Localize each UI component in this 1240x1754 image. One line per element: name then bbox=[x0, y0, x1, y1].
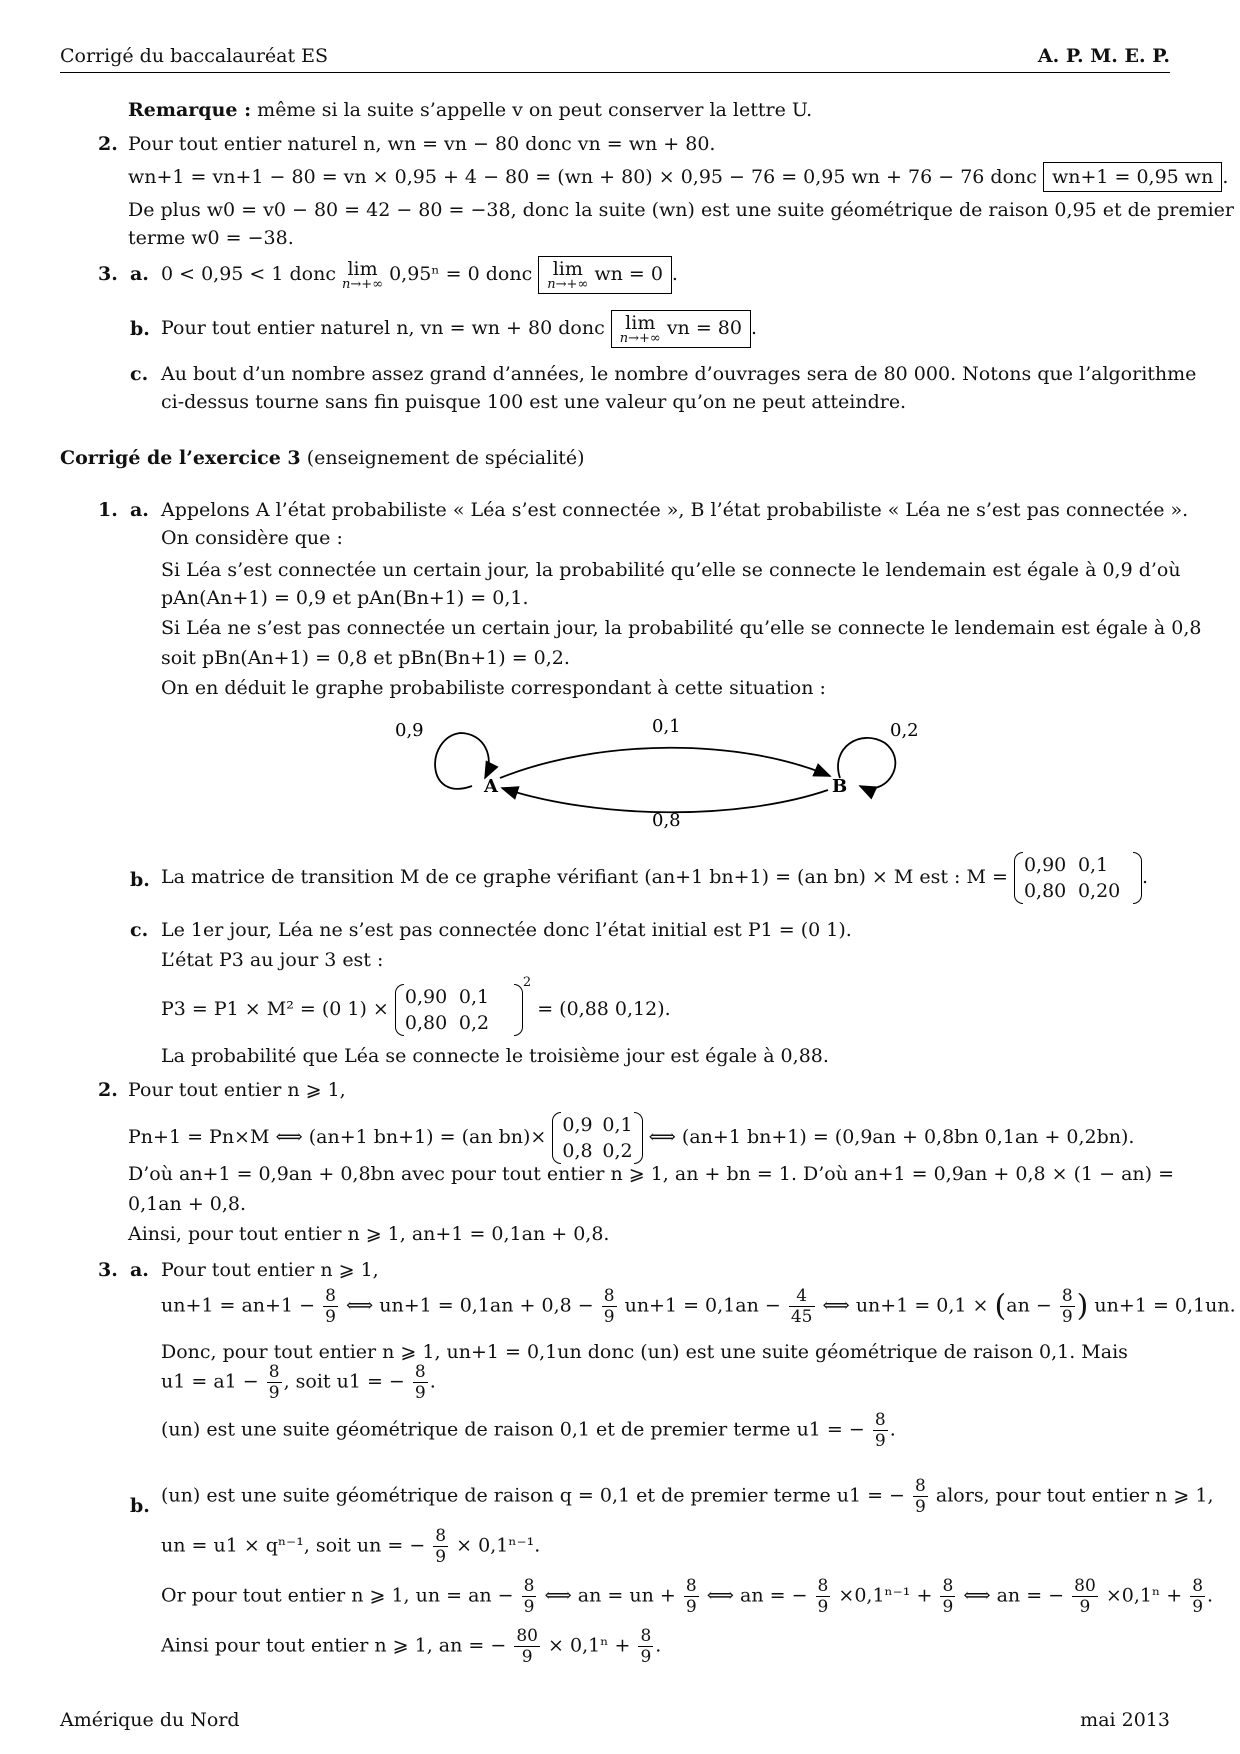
e1a-line5: Si Léa ne s’est pas connectée un certain jour, la probabilité qu’elle se connecte le lendemain est égale à 0,8 bbox=[161, 617, 1202, 639]
e3b-l1b: alors, pour tout entier n ⩾ 1, bbox=[935, 1484, 1214, 1507]
edge-b-to-a bbox=[502, 788, 828, 812]
e2m11: 0,9 bbox=[562, 1114, 593, 1136]
frac-den: 9 bbox=[685, 1597, 697, 1617]
e2-matrix bbox=[552, 1112, 642, 1164]
e3a-line4 bbox=[161, 1362, 436, 1403]
e3a-eq-b: ⟺ un+1 = 0,1an + 0,8 − bbox=[345, 1294, 594, 1317]
e3b-l2a: un = u1 × qⁿ⁻¹, soit un = − bbox=[161, 1534, 426, 1557]
e1b-line: La matrice de transition M de ce graphe vérifiant (an+1 bn+1) = (an bn) × M est : M = 0,90 0,1 0,80 0,20 . bbox=[161, 854, 1148, 902]
e3b-l1a: (un) est une suite géométrique de raison q = 0,1 et de premier terme u1 = − bbox=[161, 1484, 905, 1507]
q3a-lim-sub: n→+∞ bbox=[342, 277, 384, 292]
edge-ba-label: 0,8 bbox=[652, 810, 681, 831]
frac-den: 9 bbox=[435, 1547, 447, 1567]
exercise3-subtitle: (enseignement de spécialité) bbox=[306, 447, 585, 469]
q3b-text: Pour tout entier naturel n, vn = wn + 80 donc bbox=[161, 317, 605, 339]
e1a-line2: On considère que : bbox=[161, 527, 343, 549]
e3b-line1 bbox=[161, 1476, 1214, 1517]
q3a-line: 0 < 0,95 < 1 donc lim n→+∞ 0,95ⁿ = 0 donc lim n→+∞ wn = 0 . bbox=[161, 258, 678, 292]
frac-den: 45 bbox=[790, 1307, 813, 1327]
fraction-8-9 bbox=[413, 1362, 428, 1403]
e3b-l3f: ×0,1ⁿ + bbox=[1105, 1584, 1183, 1607]
q3b-label: b. bbox=[130, 318, 150, 340]
page-header bbox=[60, 40, 1170, 73]
fraction-80-9 bbox=[1072, 1576, 1098, 1617]
e3a-line5 bbox=[161, 1410, 896, 1451]
e1a-line7: On en déduit le graphe probabiliste correspondant à cette situation : bbox=[161, 677, 826, 699]
fraction-8-9 bbox=[913, 1476, 928, 1517]
e1c-label: c. bbox=[130, 919, 149, 941]
e3b-l3d: ×0,1ⁿ⁻¹ + bbox=[838, 1584, 933, 1607]
e2-eq1: Pn+1 = Pn×M ⟺ (an+1 bn+1) = (an bn)× bbox=[128, 1126, 547, 1148]
e1c-eq-left: P3 = P1 × M² = (0 1) × bbox=[161, 998, 389, 1020]
fraction-8-9 bbox=[1060, 1286, 1075, 1327]
node-a: A bbox=[484, 776, 498, 797]
fraction-80-9 bbox=[514, 1626, 540, 1667]
q2-line3: De plus w0 = v0 − 80 = 42 − 80 = −38, donc la suite (wn) est une suite géométrique de raison 0,95 et de premier bbox=[128, 199, 1234, 221]
q3a-limit bbox=[342, 259, 383, 291]
frac-den: 9 bbox=[1079, 1597, 1091, 1617]
fraction-8-9 bbox=[873, 1410, 888, 1451]
fraction-8-9 bbox=[433, 1526, 448, 1567]
e1c-line1: Le 1er jour, Léa ne s’est pas connectée donc l’état initial est P1 = (0 1). bbox=[161, 919, 852, 941]
fraction-4-45 bbox=[789, 1286, 815, 1327]
loop-b-label: 0,2 bbox=[890, 720, 919, 741]
header-title: Corrigé du baccalauréat ES bbox=[60, 45, 329, 67]
q3b-box-lim-sub: n→+∞ bbox=[619, 331, 661, 346]
q3a-text2: 0,95ⁿ = 0 donc bbox=[389, 263, 533, 285]
e1c-line2: L’état P3 au jour 3 est : bbox=[161, 949, 384, 971]
exercise3-title: Corrigé de l’exercice 3 bbox=[60, 447, 301, 469]
e3b-line3 bbox=[161, 1576, 1213, 1617]
frac-den: 9 bbox=[1061, 1307, 1073, 1327]
frac-den: 9 bbox=[268, 1383, 280, 1403]
edge-ab-label: 0,1 bbox=[652, 716, 681, 737]
m22: 0,20 bbox=[1077, 880, 1121, 902]
e1b-label: b. bbox=[130, 869, 150, 891]
e1a-line6: soit pBn(An+1) = 0,8 et pBn(Bn+1) = 0,2. bbox=[161, 647, 570, 669]
fraction-8-9 bbox=[602, 1286, 617, 1327]
q2-line2: wn+1 = vn+1 − 80 = vn × 0,95 + 4 − 80 = (wn + 80) × 0,95 − 76 = 0,95 wn + 76 − 76 donc wn+1 = 0,95 wn . bbox=[128, 162, 1228, 192]
e3b-label: b. bbox=[130, 1495, 150, 1517]
e3a-eq-d: ⟺ un+1 = 0,1 × bbox=[822, 1294, 989, 1317]
m21: 0,80 bbox=[1023, 880, 1067, 902]
e1-number: 1. bbox=[98, 499, 118, 521]
q2-line4: terme w0 = −38. bbox=[128, 227, 294, 249]
e3a-l4c: . bbox=[429, 1370, 436, 1393]
frac-num: 8 bbox=[685, 1576, 697, 1596]
e1c-eq-right: = (0,88 0,12). bbox=[537, 998, 671, 1020]
q3c-line2: ci-dessus tourne sans fin puisque 100 est une valeur qu’on ne peut atteindre. bbox=[161, 391, 907, 413]
q3a-box-lim: lim bbox=[552, 258, 583, 280]
e1c-line4: La probabilité que Léa se connecte le troisième jour est égale à 0,88. bbox=[161, 1045, 829, 1067]
q3a-text1: 0 < 0,95 < 1 donc bbox=[161, 263, 336, 285]
node-b: B bbox=[832, 776, 848, 797]
fraction-8-9 bbox=[940, 1576, 955, 1617]
e3a-equation: un+1 = an+1 − $\frac{8}{9}$ ⟺ un+1 = 0,1an + 0,8 − $\frac{8}{9}$ un+1 = 0,1an − $\frac{4}{45}$ ⟺ un+1 = 0,1 × (an − $\frac{8}{9}$ ) un+1 = 0,1un. bbox=[161, 1286, 1236, 1327]
e2-eq2: ⟺ (an+1 bn+1) = (0,9an + 0,8bn 0,1an + 0,2bn). bbox=[648, 1126, 1135, 1148]
q2-line1: Pour tout entier naturel n, wn = vn − 80 donc vn = wn + 80. bbox=[128, 133, 716, 155]
q3a-lim-word: lim bbox=[347, 258, 378, 280]
m11: 0,90 bbox=[1023, 854, 1067, 876]
e2-line3: D’où an+1 = 0,9an + 0,8bn avec pour tout entier n ⩾ 1, an + bn = 1. D’où an+1 = 0,9an + 0,8 × (1 − an) = bbox=[128, 1163, 1175, 1185]
e3b-line4 bbox=[161, 1626, 661, 1667]
frac-den: 9 bbox=[414, 1383, 426, 1403]
e1b-text: La matrice de transition M de ce graphe vérifiant (an+1 bn+1) = (an bn) × M est : M = bbox=[161, 866, 1008, 888]
e3a-eq-a: un+1 = an+1 − bbox=[161, 1294, 316, 1317]
frac-num: 80 bbox=[516, 1626, 538, 1646]
fraction-8-9 bbox=[638, 1626, 653, 1667]
footer-left: Amérique du Nord bbox=[60, 1709, 240, 1731]
fraction-8-9 bbox=[1190, 1576, 1205, 1617]
cm12: 0,1 bbox=[458, 986, 490, 1008]
e3b-l2b: × 0,1ⁿ⁻¹. bbox=[456, 1534, 541, 1557]
frac-den: 9 bbox=[523, 1597, 535, 1617]
loop-a-label: 0,9 bbox=[395, 720, 424, 741]
e3a-line3: Donc, pour tout entier n ⩾ 1, un+1 = 0,1un donc (un) est une suite géométrique de raison 0,1. Mais bbox=[161, 1341, 1128, 1363]
e3b-l3b: ⟺ an = un + bbox=[544, 1584, 676, 1607]
e3-number: 3. bbox=[98, 1259, 118, 1281]
fraction-8-9 bbox=[816, 1576, 831, 1617]
exercise3-heading bbox=[60, 444, 585, 472]
cm21: 0,80 bbox=[404, 1012, 448, 1034]
page-footer bbox=[60, 1706, 1170, 1734]
frac-den: 9 bbox=[603, 1307, 615, 1327]
q3c-line1: Au bout d’un nombre assez grand d’années, le nombre d’ouvrages sera de 80 000. Notons que l’algorithme bbox=[161, 363, 1197, 385]
fraction-8-9 bbox=[323, 1286, 338, 1327]
q3a-result-box bbox=[538, 256, 672, 294]
footer-right: mai 2013 bbox=[1080, 1709, 1170, 1731]
e3b-l3a: Or pour tout entier n ⩾ 1, un = an − bbox=[161, 1584, 514, 1607]
fraction-8-9 bbox=[522, 1576, 537, 1617]
q3a-box-text: wn = 0 bbox=[594, 263, 663, 285]
frac-den: 9 bbox=[915, 1497, 926, 1517]
frac-num: 4 bbox=[789, 1286, 815, 1307]
e3a-line1: Pour tout entier n ⩾ 1, bbox=[161, 1259, 379, 1281]
frac-den: 9 bbox=[942, 1597, 954, 1617]
frac-num: 8 bbox=[874, 1410, 886, 1430]
e2-equation bbox=[128, 1112, 1134, 1164]
q2-line2-text: wn+1 = vn+1 − 80 = vn × 0,95 + 4 − 80 = (wn + 80) × 0,95 − 76 = 0,95 wn + 76 − 76 donc bbox=[128, 166, 1037, 188]
e1c-equation: P3 = P1 × M² = (0 1) × 0,90 0,1 0,80 0,2 $^2$ = (0,88 0,12). bbox=[161, 974, 671, 1034]
e3b-l3c: ⟺ an = − bbox=[706, 1584, 808, 1607]
frac-den: 9 bbox=[325, 1307, 336, 1327]
matrix-m bbox=[395, 984, 523, 1036]
frac-num: 8 bbox=[817, 1576, 829, 1596]
header-publisher: A. P. M. E. P. bbox=[1037, 45, 1170, 67]
e3b-line2 bbox=[161, 1526, 540, 1567]
remark-label: Remarque : bbox=[128, 99, 252, 121]
e3b-l4a: Ainsi pour tout entier n ⩾ 1, an = − bbox=[161, 1634, 507, 1657]
frac-num: 8 bbox=[523, 1576, 535, 1596]
q3c-label: c. bbox=[130, 363, 149, 385]
cm22: 0,2 bbox=[458, 1012, 490, 1034]
e3a-l5b: . bbox=[889, 1418, 896, 1441]
e2m22: 0,2 bbox=[602, 1140, 633, 1162]
frac-den: 9 bbox=[1192, 1597, 1204, 1617]
frac-num: 8 bbox=[435, 1526, 447, 1546]
e1a-line4: pAn(An+1) = 0,9 et pAn(Bn+1) = 0,1. bbox=[161, 587, 529, 609]
e2m21: 0,8 bbox=[562, 1140, 593, 1162]
frac-num: 8 bbox=[603, 1286, 615, 1306]
remark-text: même si la suite s’appelle v on peut conserver la lettre U. bbox=[257, 99, 813, 121]
frac-num: 8 bbox=[640, 1626, 652, 1646]
frac-den: 9 bbox=[640, 1647, 652, 1667]
frac-num: 8 bbox=[414, 1362, 426, 1382]
q3b-box-lim: lim bbox=[625, 312, 656, 334]
frac-num: 8 bbox=[1192, 1576, 1204, 1596]
e3a-l4a: u1 = a1 − bbox=[161, 1370, 259, 1393]
cm11: 0,90 bbox=[404, 986, 448, 1008]
transition-matrix bbox=[1014, 852, 1142, 904]
e3b-l3g: . bbox=[1207, 1584, 1214, 1607]
frac-num: 8 bbox=[915, 1476, 926, 1496]
e2-number: 2. bbox=[98, 1079, 118, 1101]
remark bbox=[128, 96, 812, 124]
probability-graph bbox=[380, 708, 940, 838]
q2-number: 2. bbox=[98, 133, 118, 155]
edge-a-to-b bbox=[500, 748, 830, 778]
e3b-l3e: ⟺ an = − bbox=[963, 1584, 1065, 1607]
e3a-eq-f: un+1 = 0,1un. bbox=[1094, 1294, 1236, 1317]
e3b-l4c: . bbox=[655, 1634, 662, 1657]
loop-a-arrow bbox=[435, 733, 489, 789]
e2-line5: Ainsi, pour tout entier n ⩾ 1, an+1 = 0,1an + 0,8. bbox=[128, 1223, 610, 1245]
e3a-eq-e: an − bbox=[1006, 1294, 1052, 1317]
e2-line1: Pour tout entier n ⩾ 1, bbox=[128, 1079, 346, 1101]
frac-num: 80 bbox=[1074, 1576, 1096, 1596]
e3a-label: a. bbox=[130, 1259, 149, 1281]
e3a-l5a: (un) est une suite géométrique de raison 0,1 et de premier terme u1 = − bbox=[161, 1418, 865, 1441]
e1a-line1: Appelons A l’état probabiliste « Léa s’est connectée », B l’état probabiliste « Léa ne s’est pas connectée ». bbox=[161, 499, 1189, 521]
frac-den: 9 bbox=[874, 1431, 886, 1451]
frac-den: 9 bbox=[521, 1647, 533, 1667]
q2-result-box: wn+1 = 0,95 wn bbox=[1043, 162, 1222, 192]
q3b-box-text: vn = 80 bbox=[666, 317, 742, 339]
fraction-8-9 bbox=[267, 1362, 282, 1403]
e1a-label: a. bbox=[130, 499, 149, 521]
fraction-8-9 bbox=[684, 1576, 699, 1617]
m12: 0,1 bbox=[1077, 854, 1109, 876]
e3a-eq-c: un+1 = 0,1an − bbox=[624, 1294, 781, 1317]
e2m12: 0,1 bbox=[602, 1114, 633, 1136]
e2-line4: 0,1an + 0,8. bbox=[128, 1193, 247, 1215]
q3a-box-lim-sub: n→+∞ bbox=[547, 277, 589, 292]
frac-den: 9 bbox=[817, 1597, 829, 1617]
e3b-l4b: × 0,1ⁿ + bbox=[548, 1634, 631, 1657]
e1a-line3: Si Léa s’est connectée un certain jour, la probabilité qu’elle se connecte le lendemain est égale à 0,9 d’où bbox=[161, 559, 1181, 581]
q3b-result-box bbox=[611, 310, 751, 348]
q3b-line: Pour tout entier naturel n, vn = wn + 80 donc lim n→+∞ vn = 80 . bbox=[161, 312, 758, 346]
e3a-l4b: , soit u1 = − bbox=[283, 1370, 405, 1393]
frac-num: 8 bbox=[1061, 1286, 1073, 1306]
frac-num: 8 bbox=[325, 1286, 336, 1306]
frac-num: 8 bbox=[942, 1576, 954, 1596]
frac-num: 8 bbox=[268, 1362, 280, 1382]
q3-number: 3. bbox=[98, 263, 118, 285]
q3a-label: a. bbox=[130, 263, 149, 285]
